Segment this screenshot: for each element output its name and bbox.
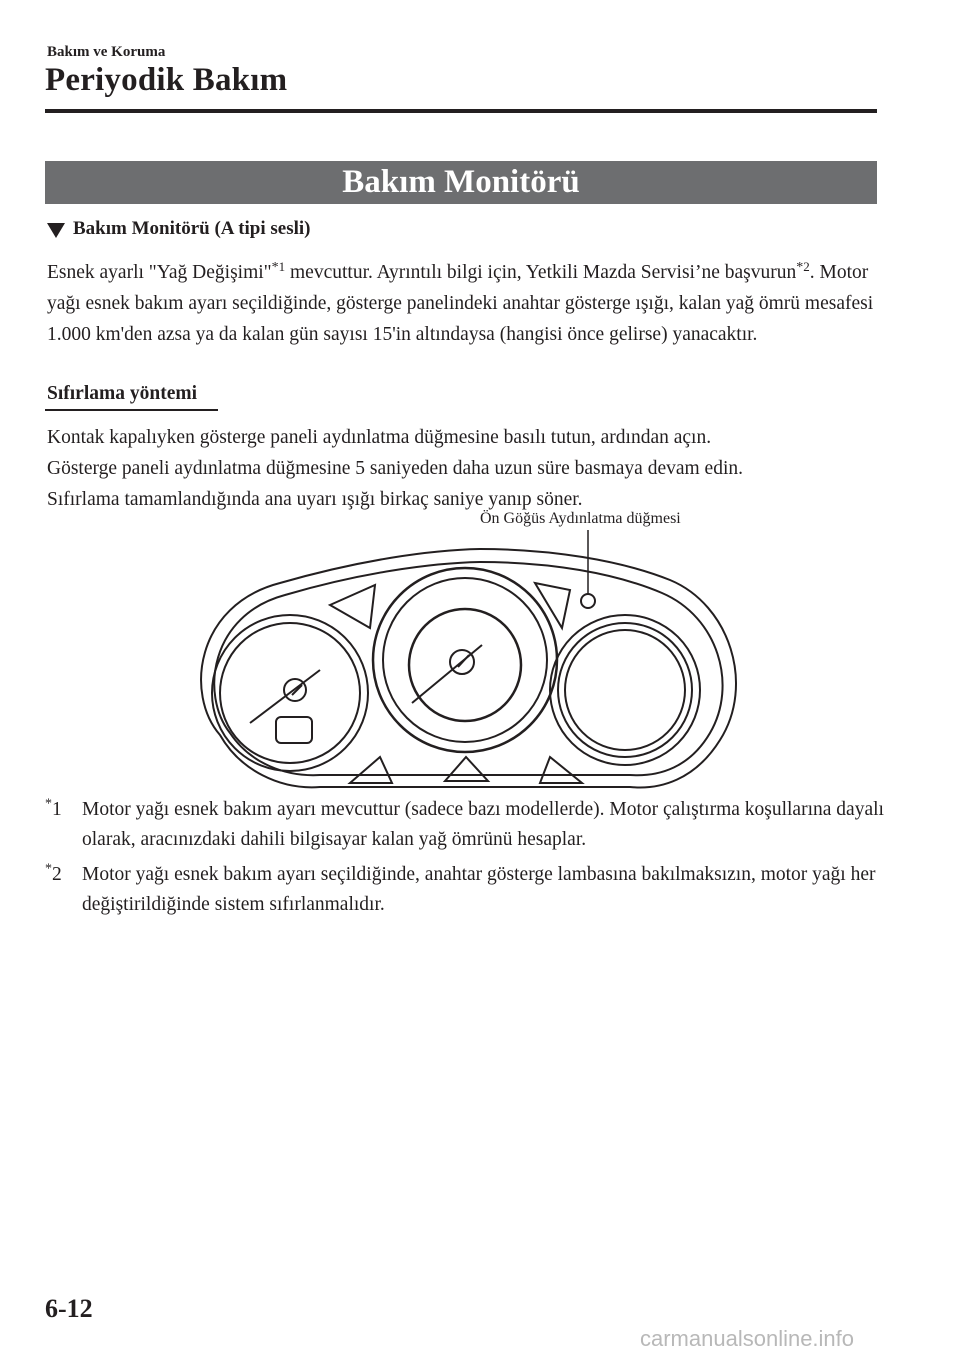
callout-label: Ön Göğüs Aydınlatma düğmesi — [480, 510, 681, 527]
reset-paragraph — [47, 422, 887, 515]
sub-heading-text: Bakım Monitörü (A tipi sesli) — [73, 218, 311, 239]
right-gauge-core — [565, 630, 685, 750]
footnote-text: Motor yağı esnek bakım ayarı seçildiğinde, anahtar gösterge lambasına bakılmaksızın, motor yağı her değiştirildiğinde sistem sıfırlanmalıdır. — [82, 864, 876, 915]
left-needle — [250, 670, 320, 723]
triangle-bullet-icon — [47, 223, 65, 238]
reset-line: Sıfırlama tamamlandığında ana uyarı ışığı birkaç saniye yanıp söner. — [47, 489, 583, 510]
title-rule — [45, 109, 877, 113]
right-gauge-inner — [558, 623, 692, 757]
left-indicator-box — [276, 717, 312, 743]
sub-heading — [47, 218, 311, 240]
reset-method-underline — [45, 409, 218, 411]
banner-title: Bakım Monitörü — [45, 161, 877, 204]
intro-text-1: Esnek ayarlı "Yağ Değişimi" — [47, 262, 272, 283]
section-title: Periyodik Bakım — [45, 62, 288, 98]
illumination-button-icon — [581, 594, 595, 608]
reset-method-title: Sıfırlama yöntemi — [47, 383, 198, 404]
left-upper-warning-shape — [330, 585, 375, 628]
footnote-item — [45, 860, 905, 920]
intro-paragraph — [47, 257, 887, 350]
footnote-mark: *1 — [45, 796, 62, 820]
intro-text-3: . Motor yağı esnek bakım ayarı seçildiğinde, gösterge panelindeki anahtar gösterge ışığı, kalan yağ ömrü mesafesi 1.000 km'den azsa ya da kalan gün sayısı 15'in altındaysa (hangisi önce gelirse) yanacaktır. — [47, 262, 874, 345]
reset-line: Gösterge paneli aydınlatma düğmesine 5 saniyeden daha uzun süre basmaya devam edin. — [47, 458, 744, 479]
page-number: 6-12 — [45, 1294, 93, 1323]
center-needle — [412, 645, 482, 703]
footnote-text: Motor yağı esnek bakım ayarı mevcuttur (sadece bazı modellerde). Motor çalıştırma koşullarına dayalı olarak, aracınızdaki dahili bilgisayar kalan yağ ömrünü hesaplar. — [82, 799, 884, 850]
watermark: carmanualsonline.info — [640, 1326, 855, 1351]
center-gauge-dial — [409, 609, 521, 721]
footnote-ref-1: *1 — [271, 258, 286, 275]
right-lower-warning-shape — [540, 757, 582, 783]
instrument-cluster-diagram — [190, 505, 750, 795]
footnotes — [45, 795, 905, 925]
reset-line: Kontak kapalıyken gösterge paneli aydınlatma düğmesine basılı tutun, ardından açın. — [47, 427, 712, 448]
footnote-ref-2: *2 — [796, 258, 810, 275]
footnote-item — [45, 795, 905, 855]
center-lower-warning-shape — [445, 757, 488, 781]
intro-text-2: mevcuttur. Ayrıntılı bilgi için, Yetkili Mazda Servisi’ne başvurun — [285, 262, 797, 283]
footnote-mark: *2 — [45, 861, 62, 885]
right-gauge-outer — [550, 615, 700, 765]
chapter-label: Bakım ve Koruma — [47, 44, 166, 60]
left-lower-warning-shape — [350, 757, 392, 783]
